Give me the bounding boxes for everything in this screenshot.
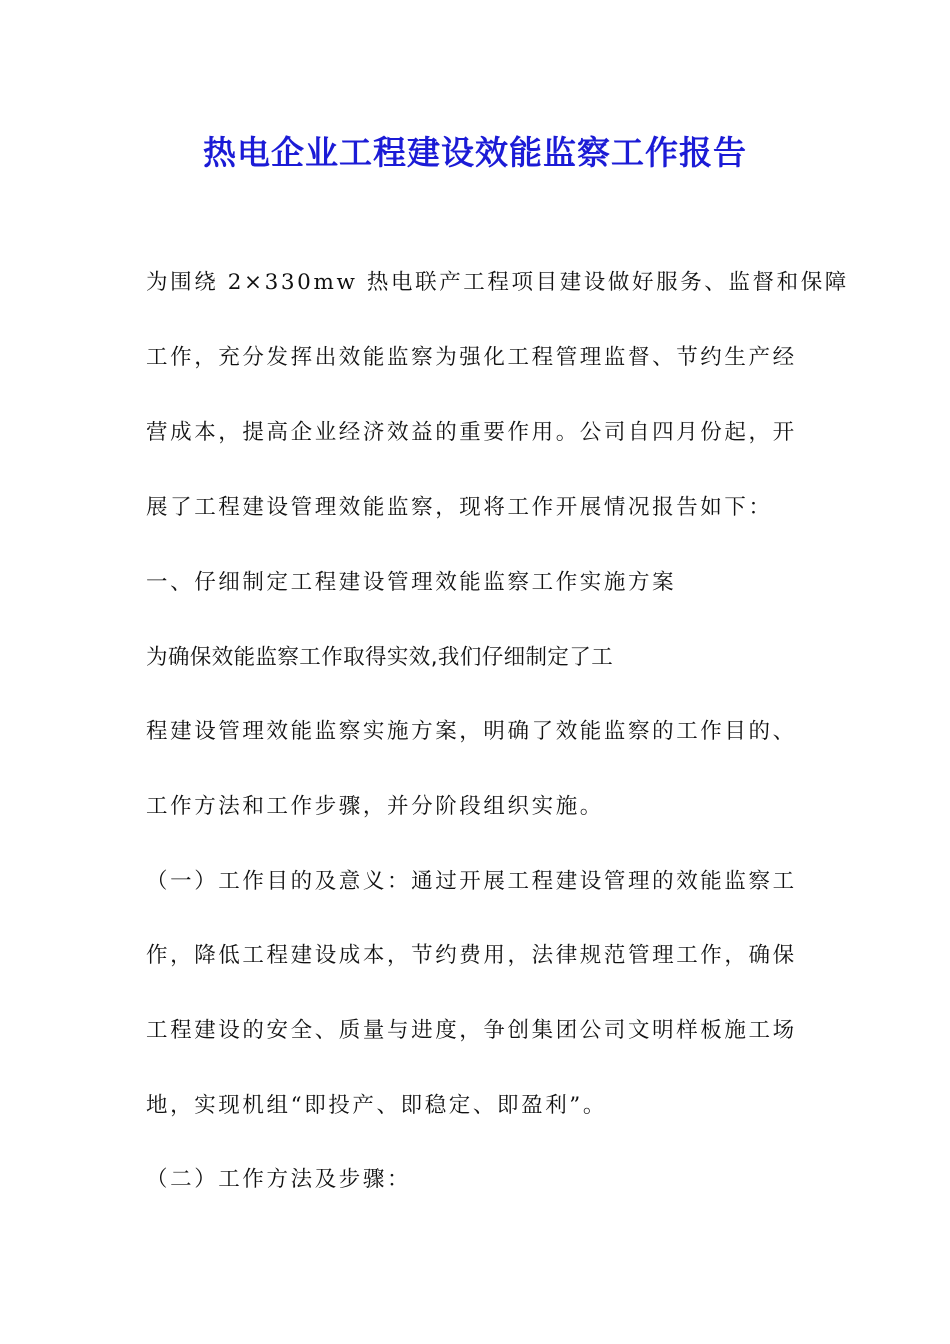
paragraph-line: 工作，充分发挥出效能监察为强化工程管理监督、节约生产经 [146, 345, 797, 370]
document-title: 热电企业工程建设效能监察工作报告 [203, 133, 747, 172]
paragraph-line: 工程建设的安全、质量与进度，争创集团公司文明样板施工场 [146, 1018, 797, 1043]
section-heading: 一、仔细制定工程建设管理效能监察工作实施方案 [146, 570, 677, 595]
paragraph-line: 营成本，提高企业经济效益的重要作用。公司自四月份起，开 [146, 420, 797, 445]
subsection-line: （一）工作目的及意义：通过开展工程建设管理的效能监察工 [146, 869, 797, 894]
paragraph-line: 展了工程建设管理效能监察，现将工作开展情况报告如下： [146, 495, 773, 520]
paragraph-line: 地，实现机组“即投产、即稳定、即盈利”。 [146, 1093, 607, 1118]
paragraph-line: 程建设管理效能监察实施方案，明确了效能监察的工作目的、 [146, 719, 797, 744]
paragraph-line: 为确保效能监察工作取得实效,我们仔细制定了工 [146, 645, 614, 670]
paragraph-line: 作，降低工程建设成本，节约费用，法律规范管理工作，确保 [146, 943, 797, 968]
paragraph-line: 为围绕 2×330mw 热电联产工程项目建设做好服务、监督和保障 [146, 270, 849, 295]
paragraph-line: 工作方法和工作步骤，并分阶段组织实施。 [146, 794, 604, 819]
subsection-heading: （二）工作方法及步骤： [146, 1167, 412, 1192]
